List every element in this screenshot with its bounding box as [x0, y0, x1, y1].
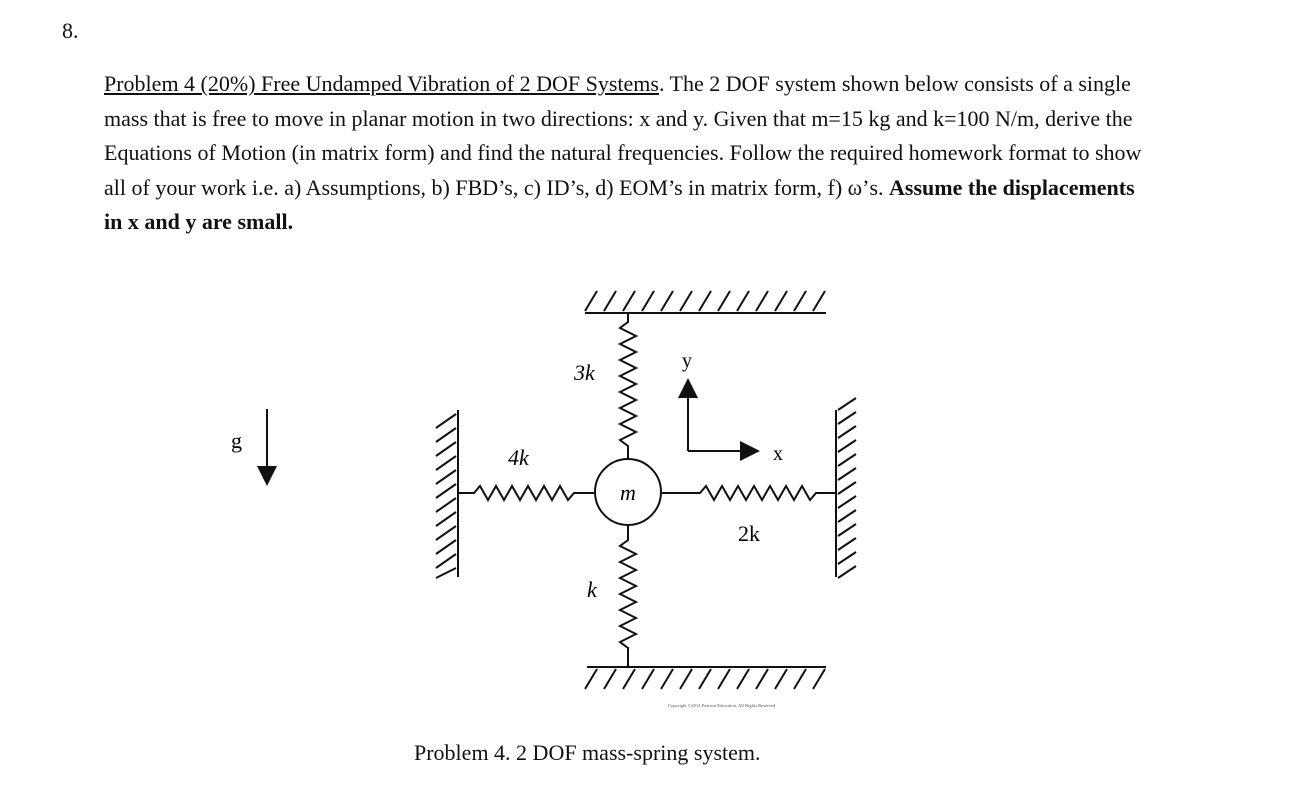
question-number: 8. [62, 18, 79, 43]
spring-right [662, 486, 836, 500]
problem-heading: Problem 4 (20%) Free Undamped Vibration of 2 DOF Systems [104, 71, 659, 96]
spring-bottom [620, 526, 636, 667]
spring-top-label: 3k [574, 360, 595, 385]
axis-y-label: y [682, 350, 692, 372]
spring-left-label: 4k [508, 445, 529, 470]
right-wall [836, 398, 856, 578]
gravity-label: g [231, 428, 242, 453]
bottom-wall [585, 667, 826, 689]
top-wall [585, 291, 826, 313]
spring-left [458, 486, 594, 500]
spring-bottom-label: k [587, 577, 597, 602]
axis-x-label: x [773, 443, 783, 465]
left-wall [436, 410, 458, 578]
coordinate-axes [688, 388, 750, 451]
problem-body: . The 2 DOF system shown below consists of a single mass that is free to move in planar motion in two directions: x and y. Given that m=15 kg and k=100 N/m, derive the Equations of Motion (in matrix form) and find the natural frequencies. Follow the required homework format to show all of your work i.e. a) Assumptions, b) FBD’s, c) ID’s, d) EOM’s in matrix form, f) ω’s. [104, 71, 1142, 200]
mass-label: m [620, 480, 636, 505]
problem-emphasis: Assume the displacements in x and y are small. [104, 174, 1135, 234]
figure-caption: Problem 4. 2 DOF mass-spring system. [414, 740, 761, 765]
spring-top [620, 313, 636, 458]
copyright-text: Copyright ©2014 Pearson Education, All Rights Reserved [668, 703, 776, 708]
spring-right-label: 2k [738, 521, 760, 546]
